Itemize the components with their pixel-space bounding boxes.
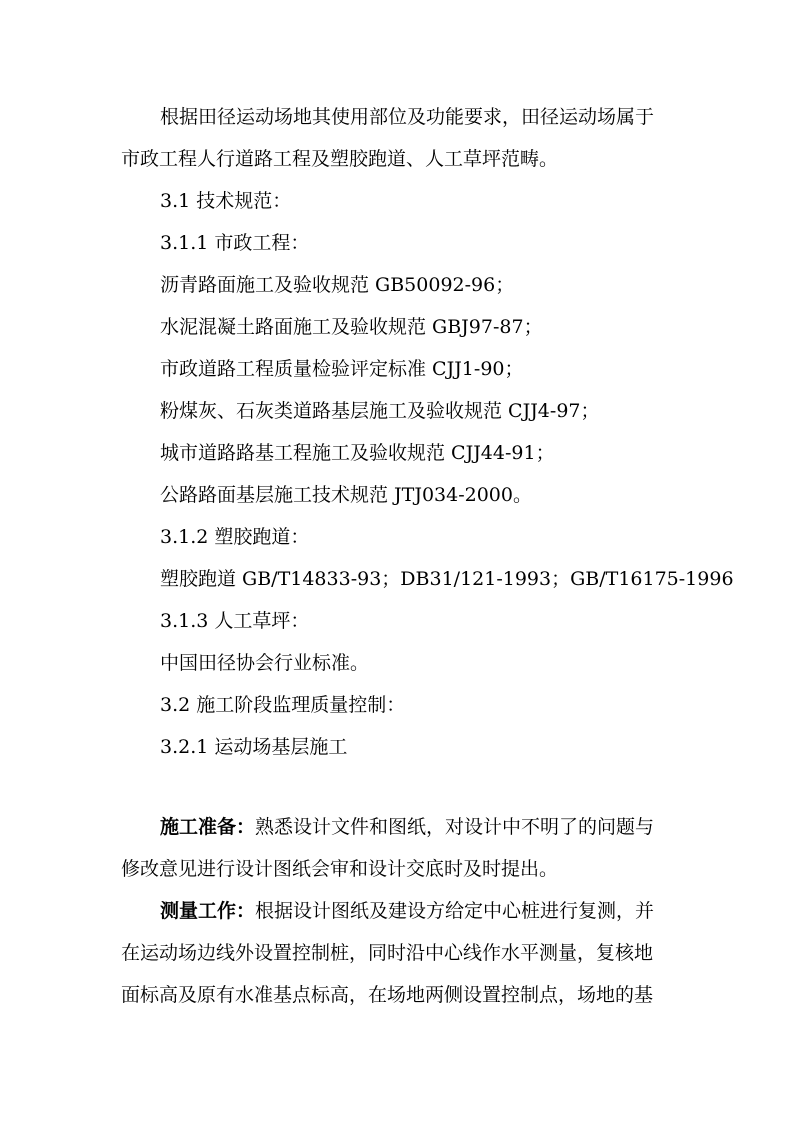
intro-line-2: 市政工程人行道路工程及塑胶跑道、人工草坪范畴。 [121,148,559,170]
preparation-text: 熟悉设计文件和图纸，对设计中不明了的问题与 [255,816,655,838]
standard-item: 沥青路面施工及验收规范 GB50092-96； [160,274,515,296]
preparation-paragraph-line-2: 修改意见进行设计图纸会审和设计交底时及时提出。 [121,858,559,880]
turf-standard: 中国田径协会行业标准。 [160,652,370,674]
standard-item: 水泥混凝土路面施工及验收规范 GBJ97-87； [160,316,543,338]
survey-paragraph-line-3: 面标高及原有水准基点标高，在场地两侧设置控制点，场地的基 [121,984,654,1006]
survey-paragraph-line-2: 在运动场边线外设置控制桩，同时沿中心线作水平测量，复核地 [121,942,654,964]
survey-text: 根据设计图纸及建设方给定中心桩进行复测，并 [255,900,655,922]
standard-item: 公路路面基层施工技术规范 JTJ034-2000。 [160,484,532,506]
track-standard: 塑胶跑道 GB/T14833-93；DB31/121-1993；GB/T16175-1996 [160,568,734,590]
heading-3-1: 3.1 技术规范： [160,190,292,212]
standard-item: 粉煤灰、石灰类道路基层施工及验收规范 CJJ4-97； [160,400,600,422]
heading-3-2-1: 3.2.1 运动场基层施工 [160,736,348,758]
heading-3-2: 3.2 施工阶段监理质量控制： [160,694,406,716]
standard-item: 城市道路路基工程施工及验收规范 CJJ44-91； [160,442,555,464]
preparation-paragraph-line-1 [160,815,654,839]
intro-line-1: 根据田径运动场地其使用部位及功能要求，田径运动场属于 [160,106,655,128]
preparation-lead: 施工准备： [160,816,256,838]
survey-lead: 测量工作： [160,900,256,922]
heading-3-1-3: 3.1.3 人工草坪： [160,610,310,632]
heading-3-1-1: 3.1.1 市政工程： [160,232,310,254]
survey-paragraph-line-1 [160,899,654,923]
standard-item: 市政道路工程质量检验评定标准 CJJ1-90； [160,358,524,380]
heading-3-1-2: 3.1.2 塑胶跑道： [160,526,310,548]
